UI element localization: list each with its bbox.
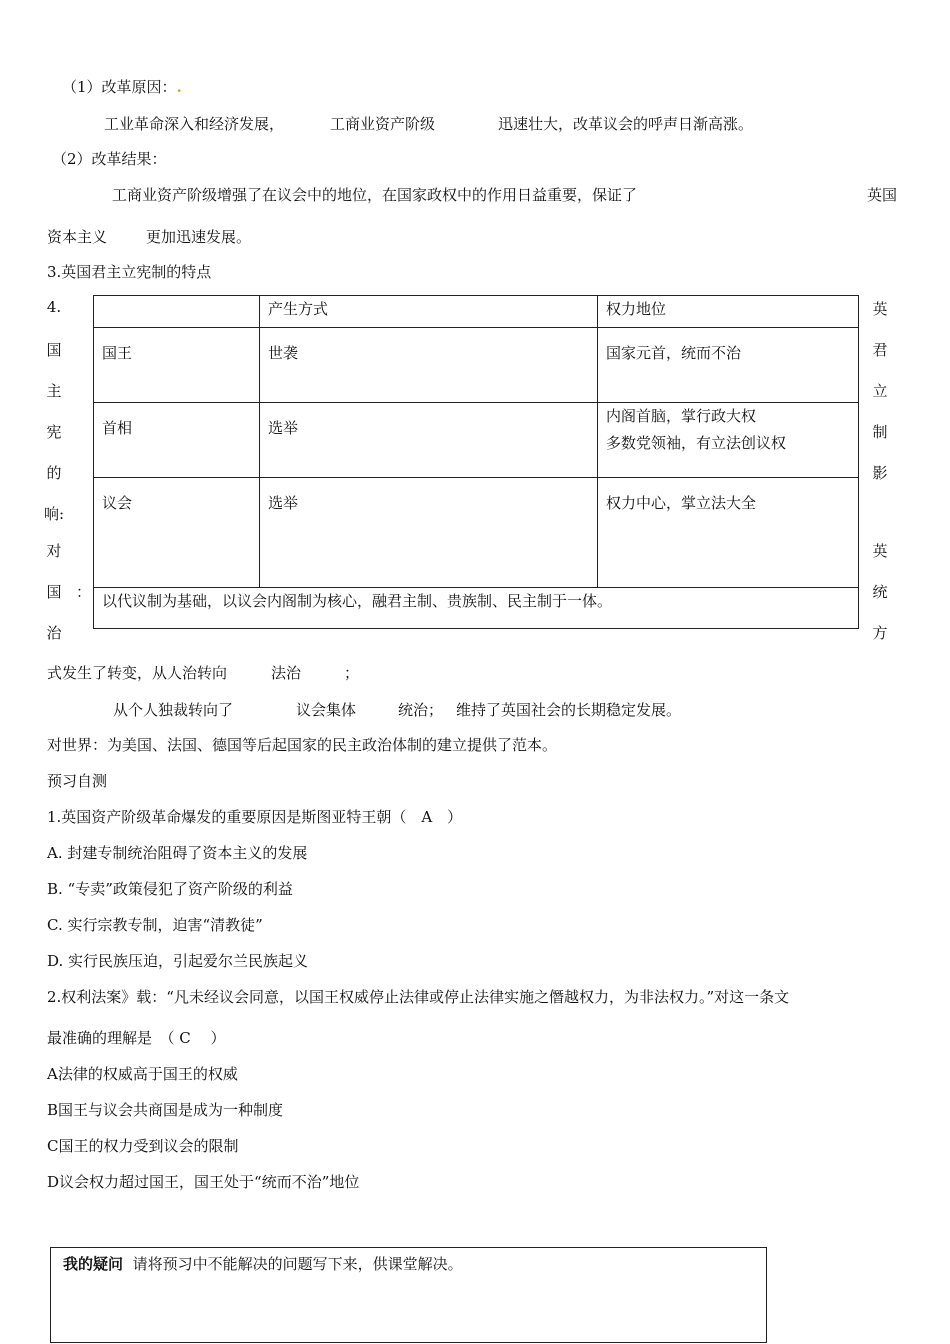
q2-option-c: C国王的权力受到议会的限制 xyxy=(47,1137,239,1155)
status-cell: 国家元首，统而不治 xyxy=(598,328,859,403)
question-2-line2: 最准确的理解是 （ C ） xyxy=(47,1029,226,1047)
marker-dot: . xyxy=(176,78,182,96)
right-char: 英 xyxy=(872,300,888,318)
left-char: 的 xyxy=(46,464,62,482)
section4-line-b1: 从个人独裁转向了 xyxy=(113,701,234,719)
right-char: 制 xyxy=(872,423,888,441)
q2-option-d: D议会权力超过国王，国王处于“统而不治”地位 xyxy=(47,1173,360,1191)
right-char: 英 xyxy=(872,542,888,560)
table-row xyxy=(94,403,859,478)
my-questions-header xyxy=(63,1254,463,1274)
table-row xyxy=(94,478,859,588)
table-summary-row xyxy=(94,588,859,629)
reform-cause-text-a: 工业革命深入和经济发展， xyxy=(104,115,285,133)
status-cell: 权力中心，掌立法大全 xyxy=(598,478,859,588)
header-cell: 权力地位 xyxy=(598,296,859,328)
left-char: 治 xyxy=(46,624,62,642)
left-char: 宪 xyxy=(46,423,62,441)
status-line: 内阁首脑，掌行政大权 xyxy=(606,407,757,425)
my-questions-box[interactable] xyxy=(50,1247,767,1343)
reform-cause-blank: 工商业资产阶级 xyxy=(330,115,436,133)
question-1: 1.英国资产阶级革命爆发的重要原因是斯图亚特王朝（ A ） xyxy=(47,808,463,826)
reform-result-label: （2）改革结果： xyxy=(52,150,167,168)
q1-option-b: B. “专卖”政策侵犯了资产阶级的利益 xyxy=(47,880,293,898)
question-2-line1: 2.权利法案》载：“凡未经议会同意，以国王权威停止法律或停止法律实施之僭越权力，为非法权力。”对这一条文 xyxy=(47,988,790,1006)
reform-cause-label: （1）改革原因：. xyxy=(62,78,182,96)
summary-cell: 以代议制为基础，以议会内阁制为核心，融君主制、贵族制、民主制于一体。 xyxy=(94,588,859,629)
preview-title: 预习自测 xyxy=(47,772,108,790)
right-char: 影 xyxy=(872,464,888,482)
left-char: 主 xyxy=(46,382,62,400)
section4-line-b3: 维持了英国社会的长期稳定发展。 xyxy=(456,701,682,719)
q1-option-c: C. 实行宗教专制，迫害“清教徒” xyxy=(47,916,263,934)
right-char: 统 xyxy=(872,583,888,601)
my-questions-title: 我的疑问 xyxy=(63,1255,124,1273)
table-header-row xyxy=(94,296,859,328)
q2-option-b: B国王与议会共商国是成为一种制度 xyxy=(47,1101,284,1119)
right-char: 方 xyxy=(872,624,888,642)
section4-semicolon: ； xyxy=(344,664,360,682)
header-cell xyxy=(94,296,260,328)
q1-option-d: D. 实行民族压迫，引起爱尔兰民族起义 xyxy=(47,952,309,970)
status-line: 多数党领袖，有立法创议权 xyxy=(606,434,787,452)
left-char: 国 xyxy=(46,583,62,601)
my-questions-text: 请将预习中不能解决的问题写下来，供课堂解决。 xyxy=(132,1255,463,1273)
reform-cause-text-b: 迅速壮大，改革议会的呼声日渐高涨。 xyxy=(498,115,754,133)
reform-result-line1-end: 英国 xyxy=(867,186,898,204)
right-char: 君 xyxy=(872,341,888,359)
q2-option-a: A法律的权威高于国王的权威 xyxy=(47,1065,238,1083)
table-row xyxy=(94,328,859,403)
section3-title: 3.英国君主立宪制的特点 xyxy=(47,263,212,281)
header-cell: 产生方式 xyxy=(260,296,598,328)
role-cell: 首相 xyxy=(94,403,260,478)
left-char: 对 xyxy=(46,542,62,560)
method-cell: 选举 xyxy=(260,478,598,588)
left-colon: ： xyxy=(76,583,92,601)
right-char: 立 xyxy=(872,382,888,400)
reform-result-line1: 工商业资产阶级增强了在议会中的地位，在国家政权中的作用日益重要，保证了 xyxy=(112,186,638,204)
section4-continuation: 式发生了转变，从人治转向 xyxy=(47,664,228,682)
reform-result-line2-a: 资本主义 xyxy=(47,228,108,246)
method-cell: 世袭 xyxy=(260,328,598,403)
constitutional-monarchy-table xyxy=(93,295,859,629)
left-char: 国 xyxy=(46,341,62,359)
role-cell: 国王 xyxy=(94,328,260,403)
section4-blank-rule-of-law: 法治 xyxy=(271,664,302,682)
role-cell: 议会 xyxy=(94,478,260,588)
method-cell: 选举 xyxy=(260,403,598,478)
status-cell xyxy=(598,403,859,478)
left-char: 响: xyxy=(44,505,65,523)
q1-option-a: A. 封建专制统治阻碍了资本主义的发展 xyxy=(47,844,308,862)
section4-blank-parliament: 议会集体 xyxy=(296,701,357,719)
section4-line-b2: 统治； xyxy=(398,701,444,719)
reform-result-line2-b: 更加迅速发展。 xyxy=(146,228,252,246)
left-char: 4. xyxy=(46,298,62,316)
section4-world: 对世界：为美国、法国、德国等后起国家的民主政治体制的建立提供了范本。 xyxy=(47,736,558,754)
